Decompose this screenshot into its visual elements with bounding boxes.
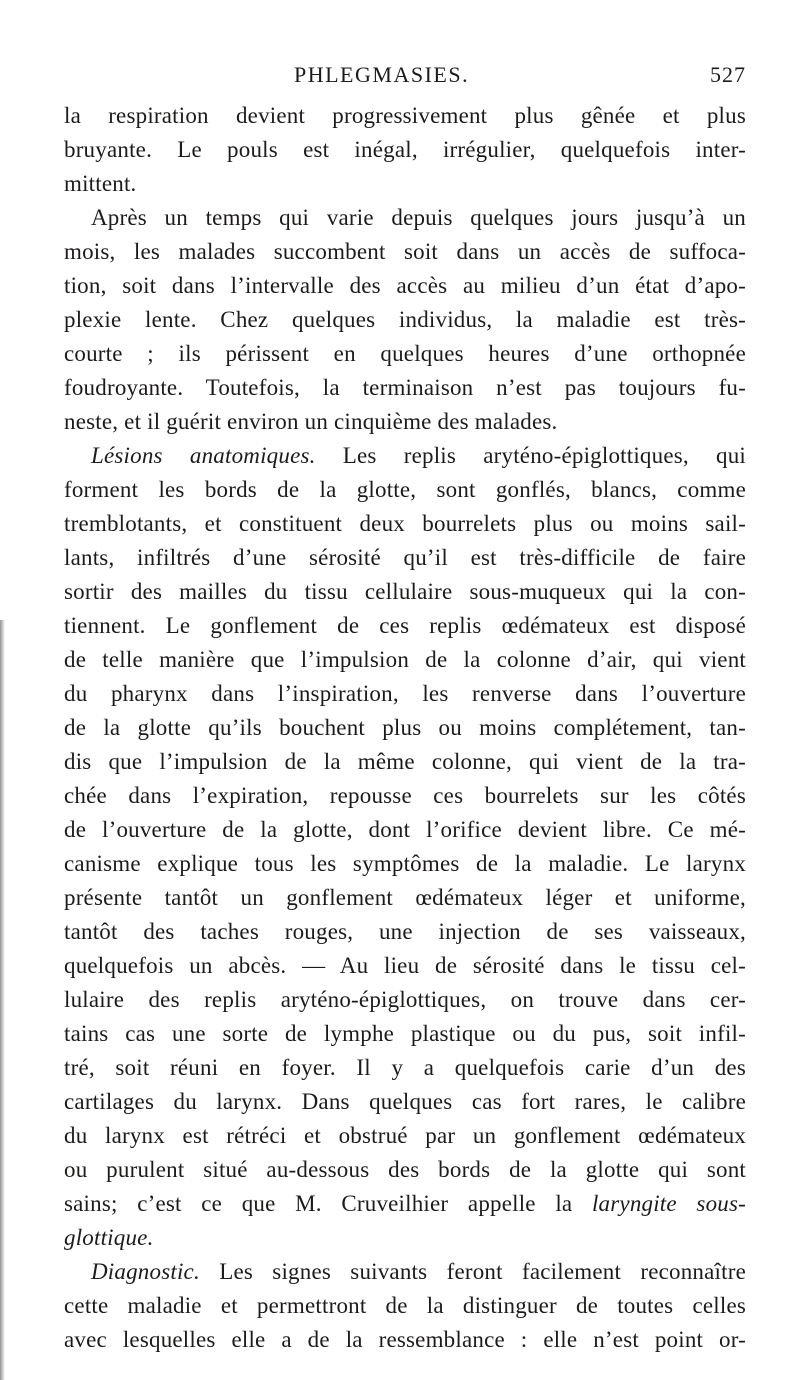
- page-number: 527: [710, 62, 746, 87]
- text-line: [64, 1255, 746, 1289]
- text-line: tiennent. Le gonflement de ces replis œdémateux est disposé: [64, 613, 746, 638]
- text-line: tion, soit dans l’intervalle des accès au milieu d’un état d’apo-: [64, 273, 746, 298]
- text-line: Après un temps qui varie depuis quelques jours jusqu’à un: [91, 205, 746, 230]
- text-run: sains; c’est ce que M. Cruveilhier appelle la: [64, 1191, 592, 1216]
- text-line: [64, 439, 746, 473]
- text-line: canisme explique tous les symptômes de la maladie. Le larynx: [64, 851, 746, 876]
- text-line: [64, 1221, 746, 1255]
- text-line: lulaire des replis aryténo-épiglottiques, on trouve dans cer-: [64, 987, 746, 1012]
- text-line: mois, les malades succombent soit dans un accès de suffoca-: [64, 239, 746, 264]
- text-line: avec lesquelles elle a de la ressemblance : elle n’est point or-: [64, 1327, 746, 1352]
- body-text: [64, 99, 746, 1357]
- text-line: [64, 1187, 746, 1221]
- text-line: de telle manière que l’impulsion de la colonne d’air, qui vient: [64, 647, 746, 672]
- text-line: courte ; ils périssent en quelques heures d’une orthopnée: [64, 341, 746, 366]
- text-line: lants, infiltrés d’une sérosité qu’il est très-difficile de faire: [64, 545, 746, 570]
- text-line: de l’ouverture de la glotte, dont l’orifice devient libre. Ce mé-: [64, 817, 746, 842]
- text-line: sortir des mailles du tissu cellulaire sous-muqueux qui la con-: [64, 579, 746, 604]
- section-heading-lesions: Lésions anatomiques.: [91, 443, 316, 468]
- text-line: bruyante. Le pouls est inégal, irrégulier, quelquefois inter-: [64, 137, 746, 162]
- term-glottique: glottique.: [64, 1225, 154, 1250]
- text-line: neste, et il guérit environ un cinquième des malades.: [64, 409, 558, 434]
- text-line: du larynx est rétréci et obstrué par un gonflement œdémateux: [64, 1123, 746, 1148]
- text-line: forment les bords de la glotte, sont gonflés, blancs, comme: [64, 477, 746, 502]
- term-laryngite: laryngite sous-: [591, 1191, 746, 1216]
- text-run: Les signes suivants feront facilement reconnaître: [199, 1259, 746, 1284]
- text-line: tains cas une sorte de lymphe plastique ou du pus, soit infil-: [64, 1021, 746, 1046]
- running-title: PHLEGMASIES.: [294, 62, 470, 87]
- text-line: du pharynx dans l’inspiration, les renverse dans l’ouverture: [64, 681, 746, 706]
- page-edge-shadow: [0, 620, 5, 1380]
- text-line: ou purulent situé au-dessous des bords de la glotte qui sont: [64, 1157, 746, 1182]
- text-line: mittent.: [64, 171, 137, 196]
- text-line: tremblotants, et constituent deux bourrelets plus ou moins sail-: [64, 511, 746, 536]
- page-header: [64, 62, 746, 98]
- text-line: foudroyante. Toutefois, la terminaison n’est pas toujours fu-: [64, 375, 746, 400]
- text-run: Les replis aryténo-épiglottiques, qui: [315, 443, 746, 468]
- section-heading-diagnostic: Diagnostic.: [91, 1259, 200, 1284]
- text-line: chée dans l’expiration, repousse ces bourrelets sur les côtés: [64, 783, 746, 808]
- text-line: de la glotte qu’ils bouchent plus ou moins complétement, tan-: [64, 715, 746, 740]
- text-line: dis que l’impulsion de la même colonne, qui vient de la tra-: [64, 749, 746, 774]
- text-line: tantôt des taches rouges, une injection de ses vaisseaux,: [64, 919, 746, 944]
- text-line: présente tantôt un gonflement œdémateux léger et uniforme,: [64, 885, 746, 910]
- text-line: quelquefois un abcès. — Au lieu de sérosité dans le tissu cel-: [64, 953, 746, 978]
- text-line: plexie lente. Chez quelques individus, la maladie est très-: [64, 307, 746, 332]
- text-line: tré, soit réuni en foyer. Il y a quelquefois carie d’un des: [64, 1055, 746, 1080]
- text-line: cartilages du larynx. Dans quelques cas fort rares, le calibre: [64, 1089, 746, 1114]
- text-line: la respiration devient progressivement plus gênée et plus: [64, 103, 746, 128]
- text-line: cette maladie et permettront de la distinguer de toutes celles: [64, 1293, 746, 1318]
